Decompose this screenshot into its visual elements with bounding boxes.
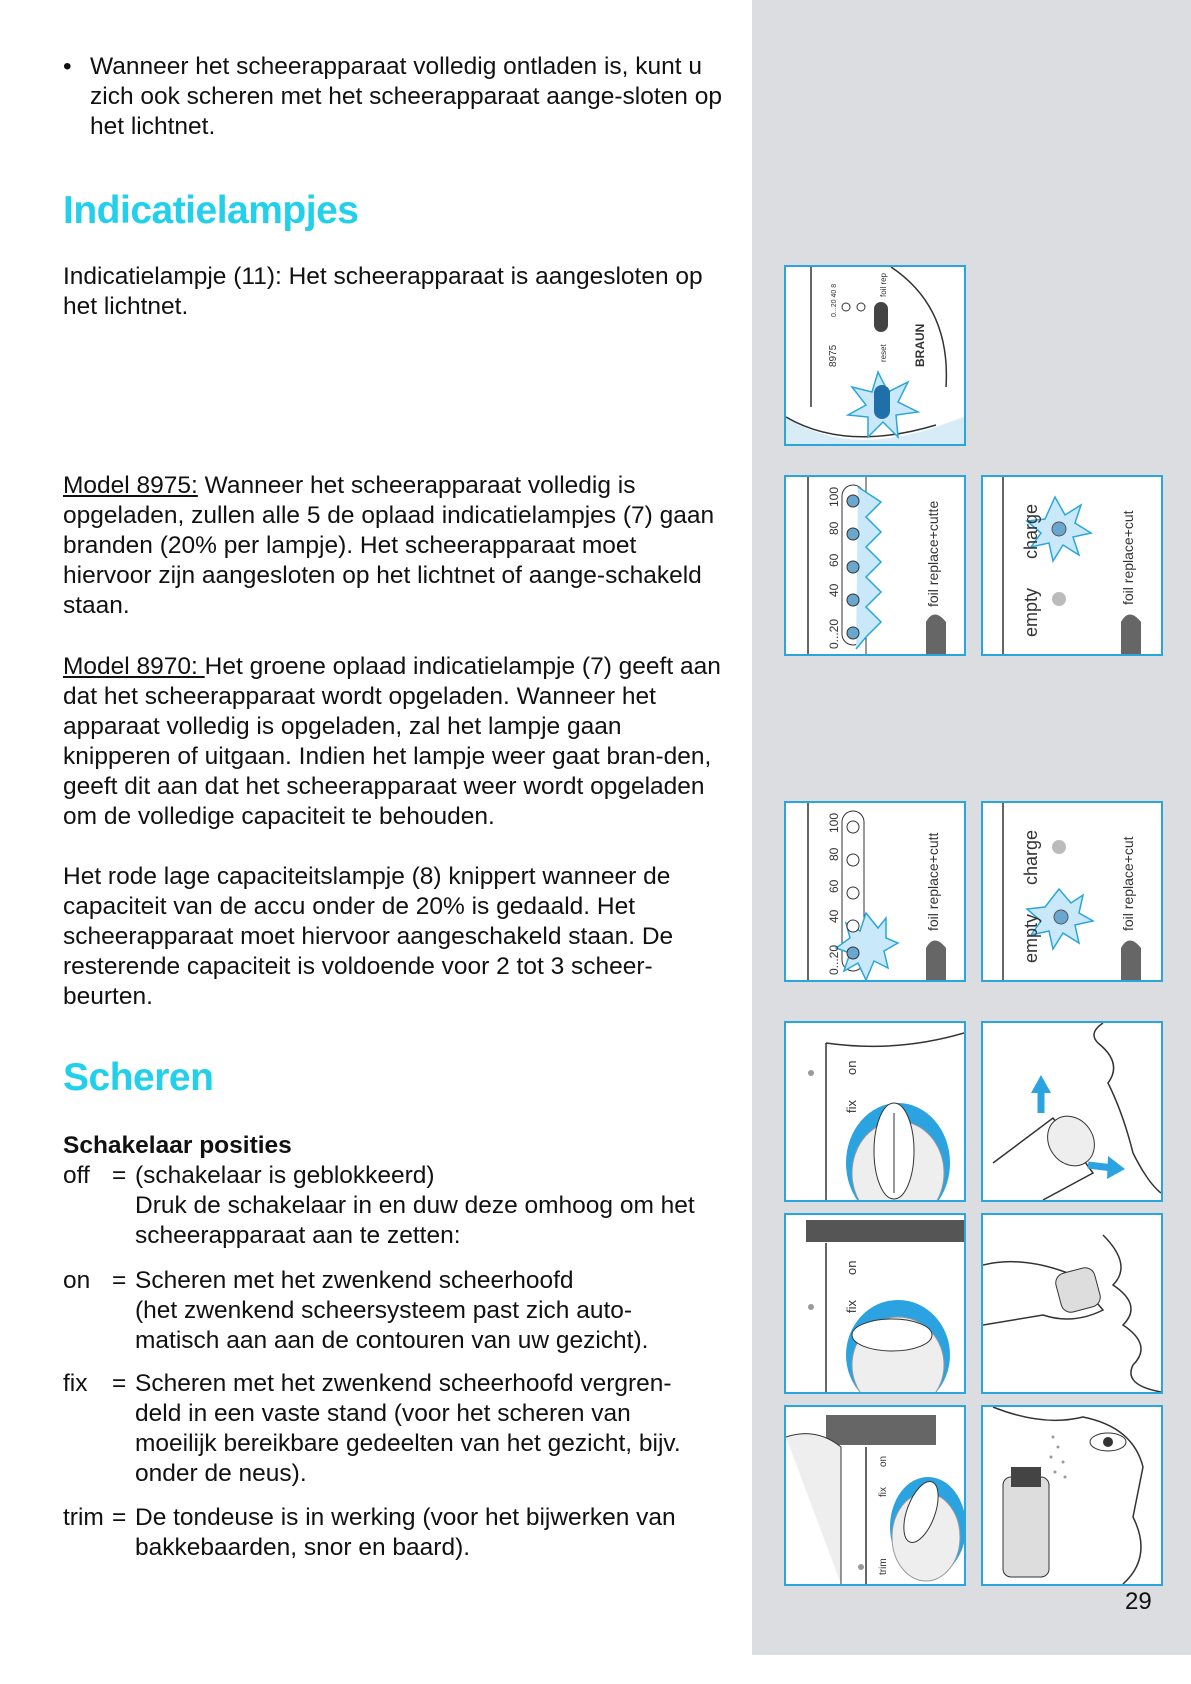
position-line: bakkebaarden, snor en baard). (135, 1534, 471, 1561)
fig1-brand: BRAUN (913, 323, 927, 367)
figure-8975-low-capacity (784, 801, 966, 982)
fig10-trim: trim (878, 1558, 889, 1575)
para-model-8970 (63, 652, 723, 832)
fig4-scale-40: 40 (827, 909, 841, 923)
figure-shaving-motion-drawing (983, 1023, 1161, 1200)
figure-trimmer-drawing (786, 1407, 964, 1584)
fig1-model: 8975 (828, 344, 839, 367)
fig2-scale-100: 100 (827, 486, 841, 507)
figure-8975-low-drawing (786, 803, 964, 980)
page-number: 29 (1125, 1588, 1152, 1615)
figure-8975-full-charge (784, 475, 966, 656)
fig3-foil: foil replace+cut (1120, 510, 1136, 605)
model-8975-text: Wanneer het scheerapparaat volledig is opgeladen, zullen alle 5 de oplaad indicatielampjes (7) gaan branden (20% per lampje). Het scheerapparaat moet hiervoor zijn aangesloten op het lichtnet of aange-schakeld staan. (63, 472, 715, 619)
fig2-foil: foil replace+cutte (925, 500, 941, 607)
fig4-scale-0: 0...20 (827, 944, 841, 975)
figure-8970-charging-drawing (983, 477, 1161, 654)
figure-switch-on-drawing (786, 1023, 964, 1200)
position-key: fix (63, 1370, 88, 1397)
fig10-fix: fix (878, 1487, 889, 1497)
fig4-scale-60: 60 (827, 879, 841, 893)
model-8970-text: Het groene oplaad indicatielampje (7) geeft aan dat het scheerapparaat wordt opgeladen. Wanneer het apparaat volledig is opgeladen, zal het lampje gaan knipperen of uitgaan. Indien het lampje weer gaat bran-den, geeft dit aan dat het scheerapparaat weer wordt opgeladen om de volledige capaciteit te behouden. (63, 653, 721, 830)
heading-scheren: Scheren (63, 1056, 214, 1099)
para-indicatie-intro: Indicatielampje (11): Het scheerapparaat is aangesloten op het lichtnet. (63, 263, 703, 320)
position-line: De tondeuse is in werking (voor het bijwerken van (135, 1504, 676, 1531)
position-key: off (63, 1162, 90, 1189)
bullet-item (63, 52, 750, 142)
model-8970-label: Model 8970: (63, 653, 205, 680)
position-line: matisch aan aan de contouren van uw gezicht). (135, 1327, 649, 1354)
position-line: Druk de schakelaar in en duw deze omhoog om het (135, 1192, 695, 1219)
fig10-on: on (878, 1455, 889, 1467)
position-line: moeilijk bereikbare gedeelten van het gezicht, bijv. (135, 1430, 681, 1457)
position-eq: = (112, 1370, 127, 1397)
fig3-empty: empty (1021, 587, 1041, 637)
figure-switch-on (784, 1021, 966, 1202)
fig5-foil: foil replace+cut (1120, 836, 1136, 931)
figure-mains-drawing (786, 267, 964, 444)
figure-trim-sideburns (981, 1405, 1163, 1586)
position-trim (63, 1503, 723, 1563)
position-line: (schakelaar is geblokkeerd) (135, 1162, 435, 1189)
fig2-scale-80: 80 (827, 521, 841, 535)
position-eq: = (112, 1162, 127, 1189)
bullet-dot: • (63, 53, 72, 80)
fig1-foil: foil rep (879, 272, 888, 297)
position-key: on (63, 1267, 91, 1294)
figure-under-nose-drawing (983, 1215, 1161, 1392)
fig4-foil: foil replace+cutt (925, 832, 941, 931)
fig3-charge: charge (1021, 503, 1041, 559)
figure-8970-empty (981, 801, 1163, 982)
position-line: Scheren met het zwenkend scheerhoofd vergren- (135, 1370, 672, 1397)
para-low-capacity: Het rode lage capaciteitslampje (8) knippert wanneer de capaciteit van de accu onder de 20% is gedaald. Het scheerapparaat moet hiervoor aangeschakeld staan. De resterende capaciteit is voldoende voor 2 tot 3 scheer-beurten. (63, 863, 674, 1010)
subhead-schakelaar-posities: Schakelaar posities (63, 1132, 292, 1159)
para-model-8975 (63, 471, 723, 621)
position-on (63, 1266, 723, 1356)
fig2-scale-0: 0...20 (827, 618, 841, 649)
figure-8975-full-drawing (786, 477, 964, 654)
position-line: deld in een vaste stand (voor het scheren van (135, 1400, 631, 1427)
model-8975-label: Model 8975: (63, 472, 198, 499)
position-line: Scheren met het zwenkend scheerhoofd (135, 1267, 574, 1294)
fig1-scale: 0...20 40 8 (831, 283, 838, 317)
heading-indicatielampjes: Indicatielampjes (63, 189, 359, 232)
fig1-reset: reset (879, 344, 888, 362)
fig8-on: on (844, 1260, 859, 1275)
figure-switch-fix-drawing (786, 1215, 964, 1392)
fig6-on: on (844, 1060, 859, 1075)
bullet-text: Wanneer het scheerapparaat volledig ontladen is, kunt u zich ook scheren met het scheerapparaat aange-sloten op het lichtnet. (90, 53, 722, 140)
figure-mains-indicator (784, 265, 966, 446)
fig2-scale-40: 40 (827, 583, 841, 597)
position-off (63, 1161, 723, 1251)
position-key: trim (63, 1504, 104, 1531)
fig6-fix: fix (844, 1100, 859, 1113)
fig2-scale-60: 60 (827, 553, 841, 567)
position-fix (63, 1369, 723, 1489)
figure-shaving-motion (981, 1021, 1163, 1202)
position-line: scheerapparaat aan te zetten: (135, 1222, 461, 1249)
position-line: (het zwenkend scheersysteem past zich auto- (135, 1297, 633, 1324)
fig5-charge: charge (1021, 829, 1041, 885)
fig4-scale-100: 100 (827, 812, 841, 833)
figure-8970-empty-drawing (983, 803, 1161, 980)
fig5-empty: empty (1021, 913, 1041, 963)
position-eq: = (112, 1504, 127, 1531)
position-line: onder de neus). (135, 1460, 307, 1487)
position-eq: = (112, 1267, 127, 1294)
figure-sideburns-drawing (983, 1407, 1161, 1584)
figure-shave-under-nose (981, 1213, 1163, 1394)
figure-switch-fix (784, 1213, 966, 1394)
fig8-fix: fix (844, 1300, 859, 1313)
fig4-scale-80: 80 (827, 847, 841, 861)
figure-8970-charging (981, 475, 1163, 656)
figure-trimmer-switch (784, 1405, 966, 1586)
